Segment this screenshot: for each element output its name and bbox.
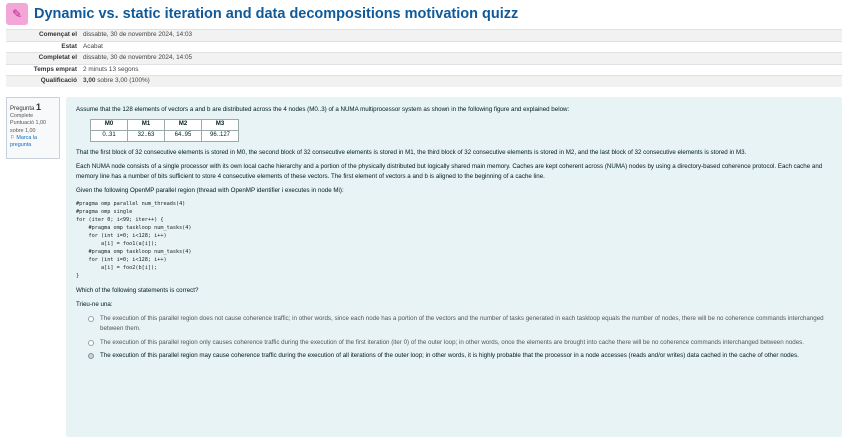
attempt-summary-table: [6, 29, 842, 87]
summary-value: dissabte, 30 de novembre 2024, 14:05: [80, 53, 842, 65]
option-text: The execution of this parallel region does not cause coherence traffic; in other words, since each node has a portion of the vectors and the number of tasks generated in each taskloop equals the number of nodes, there will be no coherence commands interchanged between them.: [100, 315, 824, 333]
summary-value: [80, 76, 842, 87]
summary-row: [6, 30, 842, 42]
table-cell: 64..95: [165, 130, 202, 141]
radio-button[interactable]: [88, 316, 94, 322]
summary-label: Completat el: [6, 53, 80, 65]
grade-out-of: sobre 3,00 (100%): [95, 77, 150, 85]
summary-value: Acabat: [80, 41, 842, 53]
summary-row: [6, 41, 842, 53]
radio-button-selected[interactable]: [88, 353, 94, 359]
table-header: M1: [128, 119, 165, 130]
flag-question-link[interactable]: ⚐ Marca la pregunta: [10, 135, 38, 149]
option-text: The execution of this parallel region only causes coherence traffic during the execution of the first iteration (iter 0) of the outer loop; in other words, once the elements are brought into cache there will be no coherence commands interchanged between nodes.: [100, 338, 804, 346]
question-paragraph: That the first block of 32 consecutive elements is stored in M0, the second block of 32 consecutive elements is stored in M1, the third block of 32 consecutive elements is stored in M2, and the last block of 32 consecutive elements is stored in M3.: [76, 148, 747, 156]
page-title: Dynamic vs. static iteration and data decompositions motivation quizz: [34, 6, 519, 22]
question-info: [6, 97, 60, 159]
radio-button[interactable]: [88, 340, 94, 346]
answer-label: Trieu-ne una:: [76, 301, 113, 309]
answer-option-selected[interactable]: [88, 351, 832, 361]
summary-label: Començat el: [6, 30, 80, 42]
question-content: [66, 97, 842, 437]
page-header: [6, 3, 518, 25]
table-header: M0: [91, 119, 128, 130]
answer-option[interactable]: [88, 338, 832, 348]
summary-label: Qualificació: [6, 76, 80, 87]
numa-distribution-table: [90, 119, 239, 142]
question-state: Complete: [10, 113, 34, 120]
summary-value: 2 minuts 13 segons: [80, 64, 842, 76]
question-intro: Assume that the 128 elements of vectors a and b are distributed across the 4 nodes (M0..3) of a NUMA multiprocessor system as shown in the following figure and explained below:: [76, 106, 570, 113]
table-header: M3: [202, 119, 239, 130]
summary-label: Estat: [6, 41, 80, 53]
question-mark: Puntuació 1,00 sobre 1,00: [10, 120, 46, 134]
summary-row: [6, 64, 842, 76]
question-paragraph: Each NUMA node consists of a single processor with its own local cache hierarchy and a portion of the physically distributed but logically shared main memory. Caches are kept coherent across (NUMA) nodes by using a directory-based coherence protocol. Each cache and memory line has a number of bits sufficient to store 4 consecutive elements of these vectors. The first element of vectors a and b is aligned to the beginning of a cache line.: [76, 162, 823, 180]
table-header: M2: [165, 119, 202, 130]
summary-label: Temps emprat: [6, 64, 80, 76]
table-cell: 32..63: [128, 130, 165, 141]
question-paragraph: Given the following OpenMP parallel region (thread with OpenMP identifier i executes in node Mi):: [76, 186, 344, 194]
option-text: The execution of this parallel region may cause coherence traffic during the execution of all iterations of the outer loop; in other words, it is highly probable that the processor in a node accesses (reads and/or writes) data cached in the cache of other nodes.: [100, 351, 799, 359]
question-number: Pregunta 1: [10, 102, 42, 112]
answer-option[interactable]: [88, 314, 832, 334]
quiz-icon: ✎: [6, 3, 28, 25]
summary-row: [6, 53, 842, 65]
table-cell: 96..127: [202, 130, 239, 141]
summary-value: dissabte, 30 de novembre 2024, 14:03: [80, 30, 842, 42]
flag-icon: ⚐: [10, 135, 15, 142]
code-block: #pragma omp parallel num_threads(4) #pragma omp single for (iter 0; i<99; iter++) { #pragma omp taskloop num_tasks(4) for (int i=0; i<128; i++) a[i] = foo1(a[i]); #pragma omp taskloop num_tasks(4) for (int i=0; i<128; i++) a[i] = foo2(b[i]); }: [76, 200, 192, 280]
table-cell: 0..31: [91, 130, 128, 141]
summary-row: [6, 76, 842, 87]
grade-value: 3,00: [83, 77, 96, 85]
question-prompt: Which of the following statements is correct?: [76, 287, 199, 295]
